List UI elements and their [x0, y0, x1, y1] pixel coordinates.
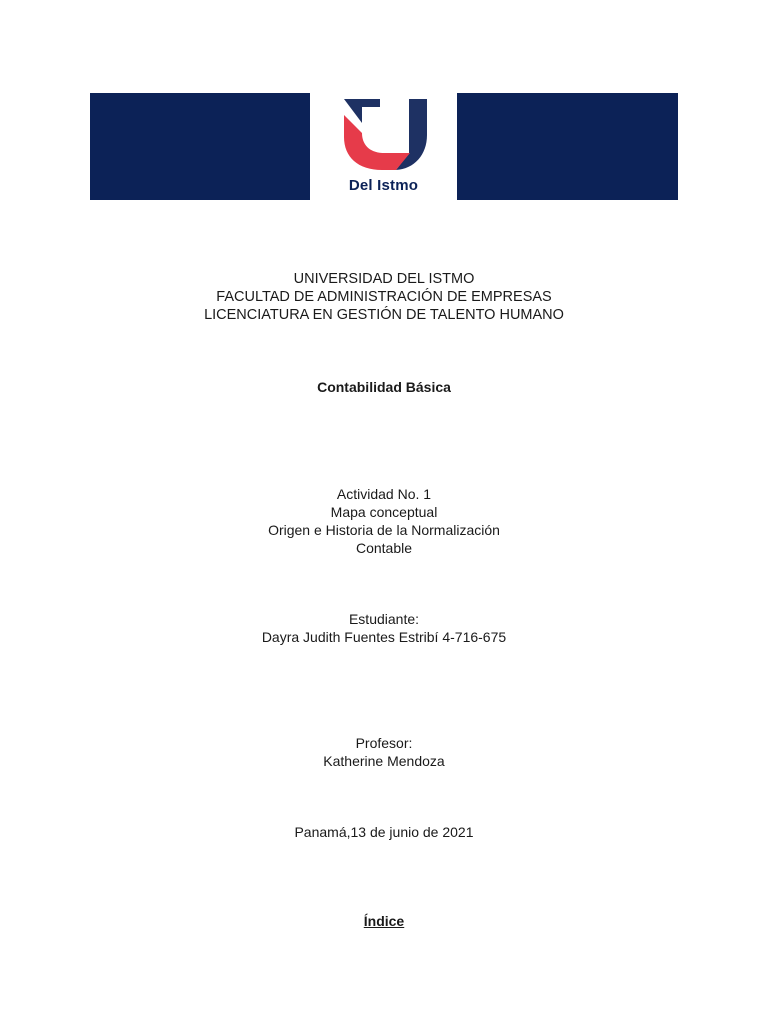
activity-topic-line2: Contable: [355, 540, 413, 556]
professor-label: Profesor:: [355, 735, 413, 751]
professor-info: [0, 734, 768, 770]
university-logo: [310, 93, 457, 200]
course-title: Contabilidad Básica: [317, 379, 451, 395]
header-banner: [90, 93, 678, 200]
student-label: Estudiante:: [348, 611, 420, 627]
institution-header: [0, 270, 768, 324]
activity-number: Actividad No. 1: [336, 486, 432, 502]
activity-info: [0, 485, 768, 557]
student-info: [0, 610, 768, 646]
date-line: Panamá,13 de junio de 2021: [294, 824, 474, 840]
activity-type: Mapa conceptual: [330, 504, 438, 520]
program-name: LICENCIATURA EN GESTIÓN DE TALENTO HUMANO: [204, 307, 564, 323]
faculty-name: FACULTAD DE ADMINISTRACIÓN DE EMPRESAS: [216, 289, 552, 305]
university-name: UNIVERSIDAD DEL ISTMO: [293, 271, 475, 287]
index-heading: Índice: [363, 913, 405, 929]
professor-name: Katherine Mendoza: [323, 753, 445, 769]
student-name: Dayra Judith Fuentes Estribí 4-716-675: [261, 629, 507, 645]
activity-topic-line1: Origen e Historia de la Normalización: [268, 522, 500, 538]
logo-text: Del Istmo: [348, 177, 419, 194]
u-logo-icon: [310, 93, 457, 177]
